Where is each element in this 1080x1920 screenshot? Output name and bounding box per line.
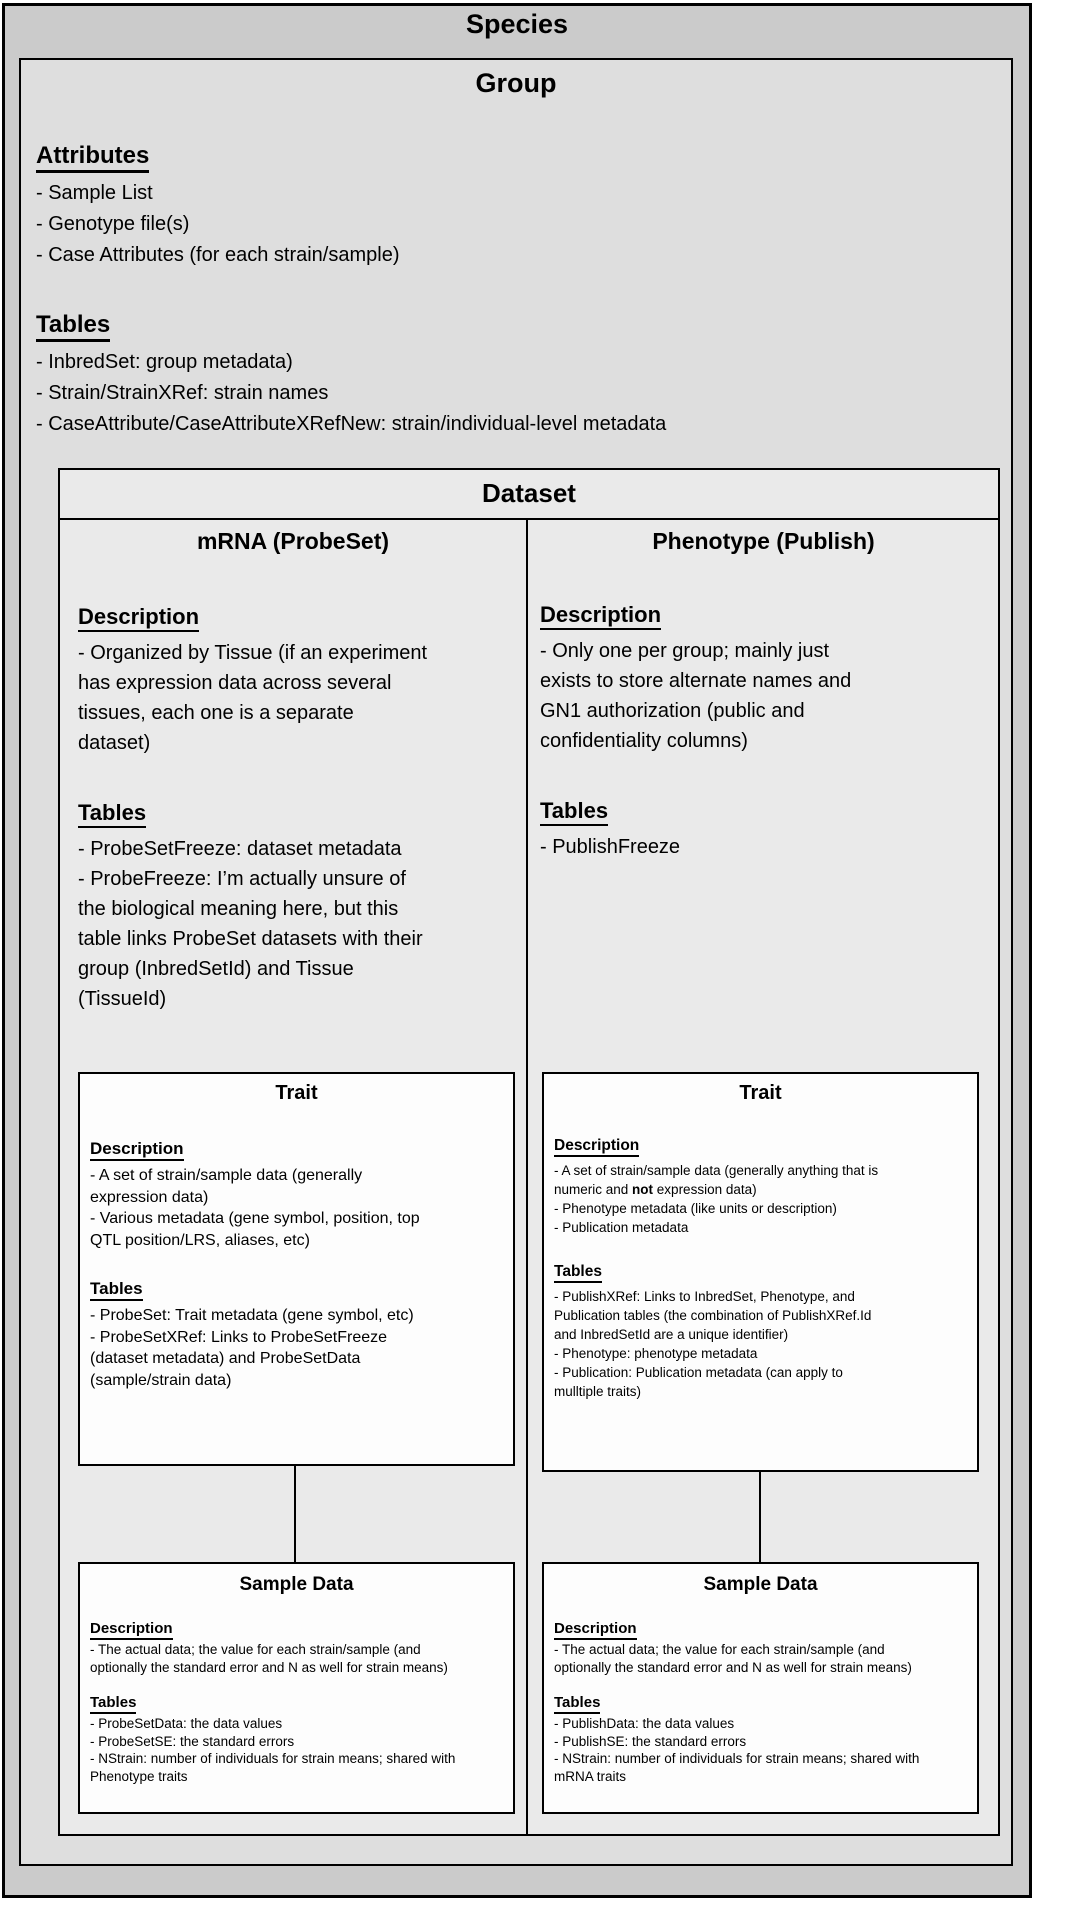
phenotype-description-item: - Only one per group; mainly just exists to store alternate names and GN1 authorization (public and confidentiality columns)	[540, 640, 852, 752]
phenotype-trait-table-item: - Phenotype: phenotype metadata	[554, 1346, 758, 1361]
mrna-description-heading: Description	[78, 604, 430, 630]
mrna-trait-description-item: - Various metadata (gene symbol, position, top QTL position/LRS, aliases, etc)	[90, 1210, 420, 1249]
phenotype-trait-box	[542, 1072, 979, 1472]
mrna-sample-table-item: - NStrain: number of individuals for strain means; shared with Phenotype traits	[90, 1751, 456, 1784]
mrna-sample-description-heading: Description	[90, 1620, 513, 1637]
mrna-table-item: - ProbeSetFreeze: dataset metadata	[78, 838, 402, 860]
group-content	[36, 142, 986, 440]
group-tables-heading: Tables	[36, 311, 986, 339]
phenotype-trait-title: Trait	[739, 1082, 782, 1104]
mrna-sample-data-box	[78, 1562, 515, 1814]
mrna-trait-description-heading: Description	[90, 1139, 513, 1159]
mrna-column-header: mRNA (ProbeSet)	[196, 528, 390, 554]
group-table-item: - Strain/StrainXRef: strain names	[36, 382, 329, 404]
mrna-sample-data-title: Sample Data	[239, 1574, 354, 1595]
mrna-trait-box	[78, 1072, 515, 1466]
phenotype-sample-description-item: - The actual data; the value for each strain/sample (and optionally the standard error and N as well for strain means)	[554, 1642, 912, 1675]
mrna-tables-heading: Tables	[78, 800, 430, 826]
phenotype-sample-data-title: Sample Data	[703, 1574, 818, 1595]
mrna-sample-data-content	[80, 1620, 513, 1785]
phenotype-sample-table-item: - NStrain: number of individuals for strain means; shared with mRNA traits	[554, 1751, 920, 1784]
mrna-trait-table-item: - ProbeSetXRef: Links to ProbeSetFreeze (dataset metadata) and ProbeSetData (sample/strain data)	[90, 1328, 388, 1389]
species-title: Species	[465, 9, 569, 39]
mrna-sample-table-item: - ProbeSetData: the data values	[90, 1716, 283, 1731]
mrna-sample-tables-heading: Tables	[90, 1694, 513, 1711]
phenotype-trait-description-item: - Phenotype metadata (like units or description)	[554, 1201, 837, 1216]
group-table-item: - InbredSet: group metadata)	[36, 351, 293, 373]
mrna-trait-tables-heading: Tables	[90, 1279, 513, 1299]
mrna-trait-content	[80, 1139, 513, 1391]
mrna-column-content	[78, 604, 430, 1014]
group-attribute-item: - Case Attributes (for each strain/sample)	[36, 244, 400, 266]
phenotype-trait-tables-heading: Tables	[554, 1263, 977, 1281]
phenotype-column-content	[540, 602, 885, 862]
dataset-column-divider	[526, 520, 528, 1836]
mrna-sample-description-item: - The actual data; the value for each strain/sample (and optionally the standard error and N as well for strain means)	[90, 1642, 448, 1675]
mrna-trait-description-item: - A set of strain/sample data (generally expression data)	[90, 1167, 363, 1206]
mrna-trait-title: Trait	[275, 1082, 318, 1104]
mrna-trait-to-sample-connector	[294, 1466, 296, 1562]
phenotype-sample-data-box	[542, 1562, 979, 1814]
phenotype-column-header: Phenotype (Publish)	[652, 528, 875, 554]
mrna-table-item: - ProbeFreeze: I’m actually unsure of the biological meaning here, but this table links ProbeSet datasets with their group (InbredSetId) and Tissue (TissueId)	[78, 868, 423, 1010]
group-attribute-item: - Sample List	[36, 182, 153, 204]
phenotype-sample-table-item: - PublishData: the data values	[554, 1716, 735, 1731]
mrna-trait-table-item: - ProbeSet: Trait metadata (gene symbol, etc)	[90, 1307, 414, 1324]
group-title: Group	[475, 68, 557, 98]
group-attribute-item: - Genotype file(s)	[36, 213, 190, 235]
group-attributes-heading: Attributes	[36, 142, 986, 170]
dataset-title: Dataset	[482, 478, 576, 508]
phenotype-tables-heading: Tables	[540, 798, 885, 824]
phenotype-trait-description-item: - Publication metadata	[554, 1220, 689, 1235]
phenotype-sample-data-content	[544, 1620, 977, 1785]
phenotype-sample-table-item: - PublishSE: the standard errors	[554, 1733, 747, 1749]
phenotype-trait-to-sample-connector	[759, 1472, 761, 1562]
mrna-sample-table-item: - ProbeSetSE: the standard errors	[90, 1733, 295, 1749]
phenotype-sample-tables-heading: Tables	[554, 1694, 977, 1711]
phenotype-trait-table-item: - PublishXRef: Links to InbredSet, Phenotype, and Publication tables (the combination of PublishXRef.Id and InbredSetId are a unique identifier)	[554, 1289, 872, 1342]
phenotype-trait-description-heading: Description	[554, 1137, 977, 1155]
phenotype-sample-description-heading: Description	[554, 1620, 977, 1637]
phenotype-trait-table-item: - Publication: Publication metadata (can apply to mulltiple traits)	[554, 1365, 843, 1399]
mrna-description-item: - Organized by Tissue (if an experiment has expression data across several tissues, each one is a separate dataset)	[78, 642, 428, 754]
phenotype-description-heading: Description	[540, 602, 885, 628]
phenotype-table-item: - PublishFreeze	[540, 836, 681, 858]
phenotype-trait-content	[544, 1137, 977, 1401]
group-table-item: - CaseAttribute/CaseAttributeXRefNew: strain/individual-level metadata	[36, 413, 667, 435]
phenotype-trait-description-item: - A set of strain/sample data (generally anything that is numeric and not expression data)	[554, 1163, 879, 1197]
